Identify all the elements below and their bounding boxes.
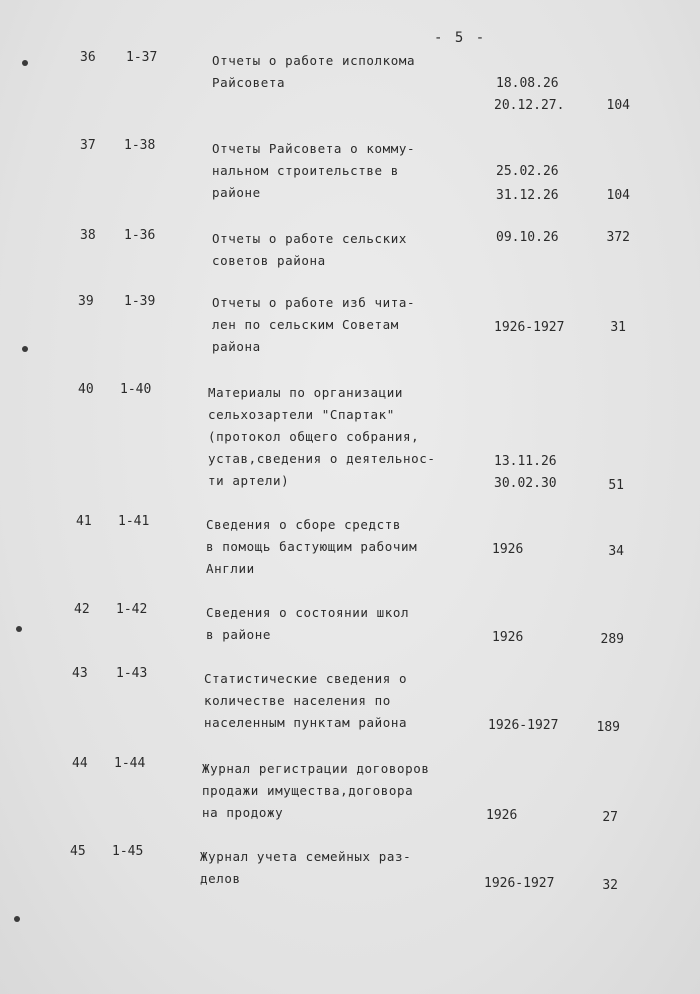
entry-title: Журнал учета семейных раз- делов <box>200 849 412 886</box>
entry-code: 1-42 <box>116 602 148 617</box>
entry-title: Журнал регистрации договоров продажи имущества,договора на продожу <box>202 761 430 820</box>
entry-code: 1-39 <box>124 294 156 309</box>
entry-number: 43 <box>72 666 88 681</box>
entry-sheets: 372 <box>606 230 630 245</box>
entry-number: 41 <box>76 514 92 529</box>
entry-date-start: 18.08.26 <box>496 76 559 91</box>
entry-sheets: 34 <box>608 544 624 559</box>
punch-hole <box>14 916 20 922</box>
entry-number: 42 <box>74 602 90 617</box>
punch-hole <box>16 626 22 632</box>
entry-code: 1-37 <box>126 50 158 65</box>
page-number: - 5 - <box>434 30 487 46</box>
entry-date-start: 1926-1927 <box>484 876 555 891</box>
entry-title: Сведения о состоянии школ в районе <box>206 605 410 642</box>
entry-code: 1-36 <box>124 228 156 243</box>
entry-sheets: 189 <box>596 720 620 735</box>
entry-number: 36 <box>80 50 96 65</box>
entry-date-start: 13.11.26 <box>494 454 557 469</box>
entry-title: Статистические сведения о количестве населения по населенным пунктам района <box>204 671 408 730</box>
entry-sheets: 104 <box>606 188 630 203</box>
entry-sheets: 51 <box>608 478 624 493</box>
entry-number: 37 <box>80 138 96 153</box>
entry-sheets: 289 <box>600 632 624 647</box>
entry-date-start: 25.02.26 <box>496 164 559 179</box>
entry-title: Отчеты Райсовета о комму- нальном строительстве в районе <box>212 141 416 200</box>
entry-number: 40 <box>78 382 94 397</box>
entry-date-start: 1926 <box>486 808 518 823</box>
entry-title: Отчеты о работе сельских советов района <box>212 231 408 268</box>
entry-code: 1-38 <box>124 138 156 153</box>
entry-date-end: 30.02.30 <box>494 476 557 491</box>
entry-date-start: 1926-1927 <box>488 718 559 733</box>
entry-title: Отчеты о работе изб чита- лен по сельским Советам района <box>212 295 416 354</box>
entry-sheets: 27 <box>602 810 618 825</box>
entry-title: Отчеты о работе исполкома Райсовета <box>212 53 416 90</box>
entry-date-start: 1926 <box>492 630 524 645</box>
entry-date-end: 31.12.26 <box>496 188 559 203</box>
entry-code: 1-40 <box>120 382 152 397</box>
entry-date-start: 1926-1927 <box>494 320 565 335</box>
entry-number: 39 <box>78 294 94 309</box>
entry-number: 38 <box>80 228 96 243</box>
entry-sheets: 32 <box>602 878 618 893</box>
entry-code: 1-41 <box>118 514 150 529</box>
entry-sheets: 31 <box>610 320 626 335</box>
entry-number: 44 <box>72 756 88 771</box>
entry-code: 1-45 <box>112 844 144 859</box>
punch-hole <box>22 60 28 66</box>
punch-hole <box>22 346 28 352</box>
entry-date-start: 1926 <box>492 542 524 557</box>
entry-code: 1-43 <box>116 666 148 681</box>
entry-sheets: 104 <box>606 98 630 113</box>
entry-title: Материалы по организации сельхозартели "Спартак" (протокол общего собрания, устав,сведения о деятельнос- ти артели) <box>208 385 436 488</box>
entry-date-end: 20.12.27. <box>494 98 565 113</box>
entry-number: 45 <box>70 844 86 859</box>
entry-code: 1-44 <box>114 756 146 771</box>
entry-date-start: 09.10.26 <box>496 230 559 245</box>
entry-title: Сведения о сборе средств в помощь бастующим рабочим Англии <box>206 517 418 576</box>
